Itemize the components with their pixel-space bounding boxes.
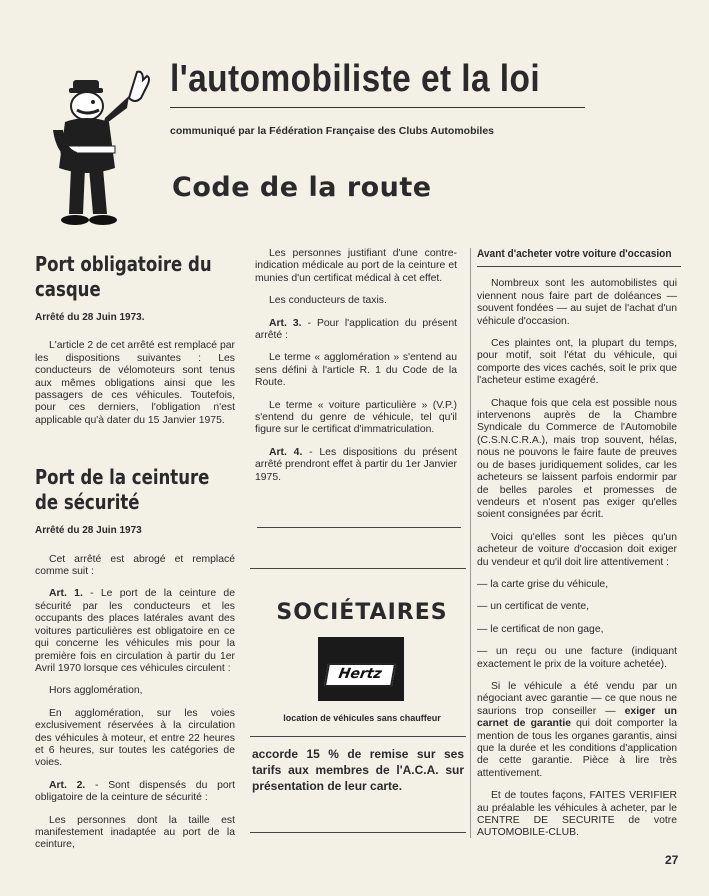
list-item: — un reçu ou une facture (indiquant exactement le prix de la voiture achetée). (477, 646, 677, 670)
terme-agglomeration: Le terme « agglomération » s'entend au sens défini à l'article R. 1 du Code de la Route. (255, 352, 457, 389)
article-4-label: Art. 4. (269, 446, 303, 458)
occasion-p1: Nombreux sont les automobilistes qui viennent nous faire part de doléances — souvent fondées — au sujet de l'achat d'un véhicule d'occasion. (477, 278, 677, 327)
column-right (477, 248, 677, 850)
article-3-label: Art. 3. (269, 317, 302, 329)
article-1-text: - Le port de la ceinture de sécurité par les conducteurs et les occupants des places latérales avant des voitures particulières est obligatoire en ce qui concerne les véhicules mis pour la première fois en circulation à partir du 1er Avril 1970 lorsque ces véhicules circulent : (35, 588, 235, 674)
hertz-logo (318, 637, 404, 701)
occasion-p5-end: qui doit comporter la mention de tous les organes garantis, ainsi que la durée et les conditions d'application de cette garantie. Pièce à lire très attentivement. (477, 718, 677, 779)
occasion-p3: Chaque fois que cela est possible nous intervenons auprès de la Chambre Syndicale du Commerce de l'Automobile (C.S.N.C.R.A.), mais trop souvent, hélas, nous ne pouvons le faire faute de preuves ou de bases juridiquement solides, car les acheteurs se laissent parfois endormir par de belles paroles et promesses de vendeurs et n'osent pas exiger qu'elles soient consignées par écrit. (477, 397, 677, 521)
en-agglomeration: En agglomération, sur les voies exclusivement réservées à la circulation des véhicules à moteur, et entre 22 heures et 6 heures, sur toutes les catégories de voies. (35, 707, 235, 769)
casque-heading: Port obligatoire du casque (35, 252, 212, 301)
policeman-illustration (45, 70, 155, 230)
occasion-p4: Voici qu'elles sont les pièces qu'un acheteur de voiture d'occasion doit exiger du vendeur et qu'il doit lire attentivement : (477, 531, 677, 568)
terme-voiture: Le terme « voiture particulière » (V.P.) s'entend du genre de véhicule, tel qu'il figure sur le certificat d'immatriculation. (255, 399, 457, 436)
hors-agglomeration: Hors agglomération, (49, 685, 143, 697)
article-1 (35, 588, 235, 675)
occasion-heading: Avant d'acheter votre voiture d'occasion (477, 248, 672, 260)
taxis: Les conducteurs de taxis. (269, 295, 387, 307)
article-2 (35, 780, 235, 805)
ceinture-date: Arrêté du 28 Juin 1973 (35, 525, 142, 537)
casque-date: Arrêté du 28 Juin 1973. (35, 312, 145, 323)
column-divider (470, 248, 471, 838)
occasion-p5-start: Si le véhicule a été vendu par un négociant avec garantie — ce que nous ne saurions trop conseiller — (477, 680, 677, 717)
page-number: 27 (665, 853, 679, 867)
ad-offer: accorde 15 % de remise sur ses tarifs aux membres de l'A.C.A. sur présentation de leur carte. (252, 747, 464, 793)
casque-paragraph: L'article 2 de cet arrêté est remplacé par les dispositions suivantes : Les conducteurs de vélomoteurs sont tenus aux mêmes obligations ainsi que les passagers de ces véhicules. Toutefois, pour ces derniers, l'obligation n'est applicable qu'à dater du 15 Janvier 1975. (35, 340, 235, 426)
article-3-text: - Pour l'application du présent arrêté : (255, 317, 458, 342)
list-item: — le certificat de non gage, (477, 623, 604, 635)
ad-location: location de véhicules sans chauffeur (283, 713, 441, 723)
ceinture-heading: Port de la ceinture de sécurité (35, 465, 210, 515)
article-1-label: Art. 1. (49, 588, 83, 600)
ad-title: SOCIÉTAIRES (276, 600, 448, 625)
ad-frame-top (250, 568, 466, 569)
occasion-heading-rule (477, 266, 681, 267)
page-title: l'automobiliste et la loi (170, 58, 541, 100)
list-item: — un certificat de vente, (477, 601, 590, 613)
occasion-p5 (477, 681, 677, 780)
ceinture-intro: Cet arrêté est abrogé et remplacé comme suit : (35, 553, 235, 578)
ad-mid-divider (250, 736, 466, 737)
list-item: — la carte grise du véhicule, (477, 578, 609, 590)
column-middle (255, 248, 457, 494)
title-divider (170, 107, 585, 108)
contre-indication: Les personnes justifiant d'une contre-indication médicale au port de la ceinture et munies d'un certificat médical à cet effet. (255, 248, 457, 284)
section-title: Code de la route (172, 172, 432, 203)
article-2-text: - Sont dispensés du port obligatoire de la ceinture de sécurité : (35, 779, 235, 804)
article-4-text: - Les dispositions du présent arrêté prendront effet à partir du 1er Janvier 1975. (255, 446, 458, 483)
occasion-p2: Ces plaintes ont, la plupart du temps, pour motif, soit l'état du véhicule, qui comporte des vices cachés, soit le prix que l'acheteur estime exagéré. (477, 338, 677, 387)
article-2-label: Art. 2. (49, 779, 86, 791)
occasion-p6: Et de toutes façons, FAITES VERIFIER au préalable les véhicules à acheter, par le CENTRE DE SECURITE de votre AUTOMOBILE-CLUB. (477, 790, 677, 839)
ad-frame-bottom (250, 832, 466, 833)
column-left (35, 252, 235, 862)
ad-top-divider (257, 527, 461, 528)
article-4 (255, 447, 457, 484)
occasion-p5-bold: exiger un carnet de garantie (477, 705, 677, 730)
article-3 (255, 318, 457, 343)
personnes-taille: Les personnes dont la taille est manifestement inadaptée au port de la ceinture, (35, 814, 235, 851)
hertz-logo-text: Hertz (337, 666, 384, 682)
page-subtitle: communiqué par la Fédération Française des Clubs Automobiles (170, 125, 495, 137)
